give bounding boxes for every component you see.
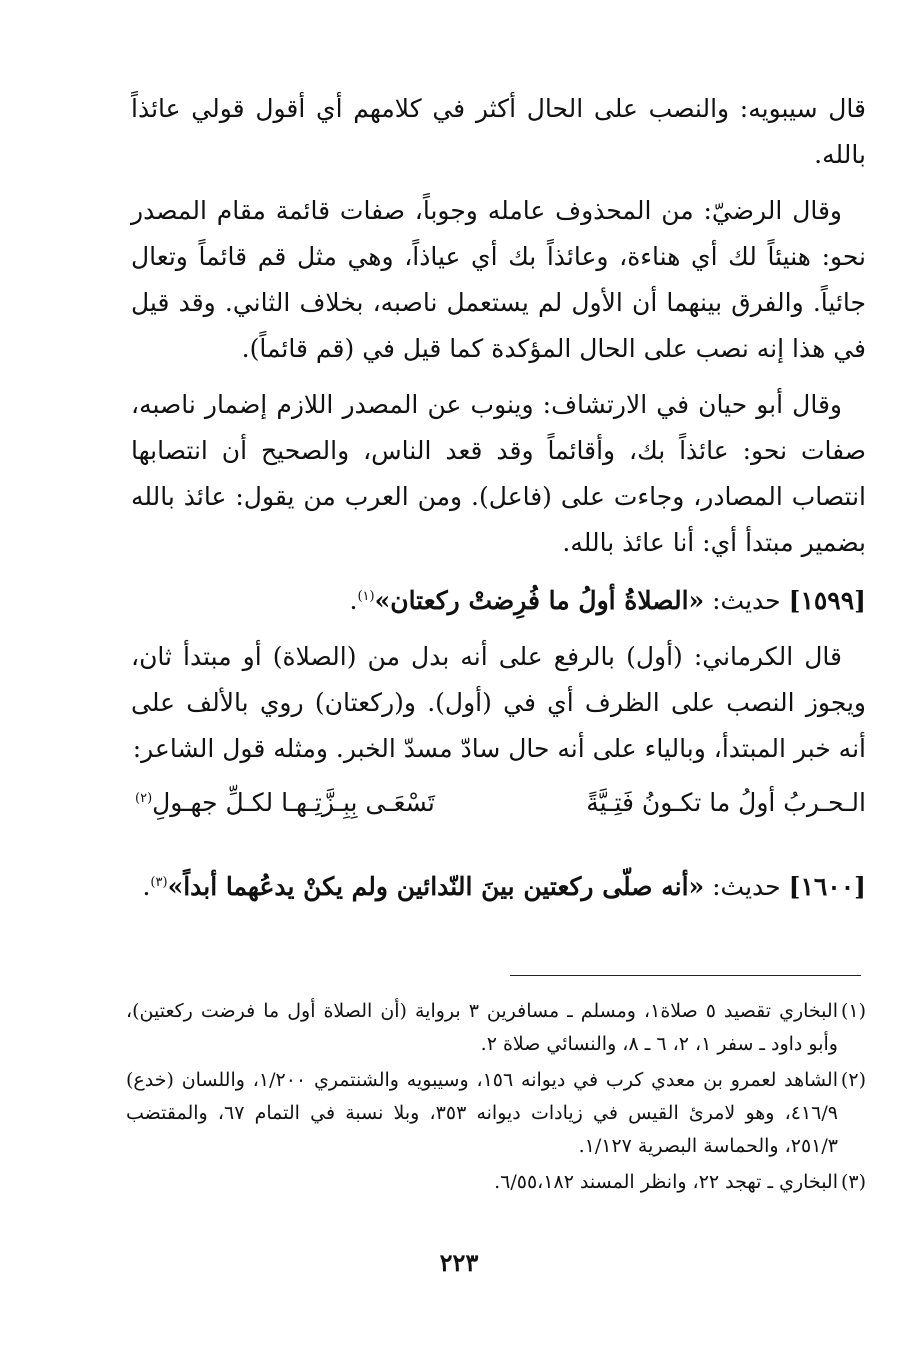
verse-second-hemistich: تَسْعَـى بِبِـزَّتِـهـا لكـلِّ جهـولِ (152, 788, 435, 817)
hadith-end: . (349, 586, 358, 615)
footnote-3 (126, 1166, 866, 1199)
poetry-verse (131, 780, 866, 826)
hadith-number: [١٦٠٠] (788, 872, 866, 901)
main-text (131, 86, 866, 910)
footnote-text: البخاري تقصيد ٥ صلاة١، ومسلم ـ مسافرين ٣ برواية (أن الصلاة أول ما فرضت ركعتين)، وأبو داود ـ سفر ١، ٢، ٦ ـ ٨، والنسائي صلاة ٢. (126, 1000, 838, 1055)
hadith-quote: «الصلاةُ أولُ ما فُرِضتْ ركعتان» (374, 586, 705, 615)
paragraph-sibawayh: قال سيبويه: والنصب على الحال أكثر في كلامهم أي أقول قولي عائذاً بالله. (131, 94, 866, 169)
page-number: ٢٢٣ (439, 1248, 479, 1277)
paragraph-kirmani: قال الكرماني: (أول) بالرفع على أنه بدل من (الصلاة) أو مبتدأ ثان، ويجوز النصب على الظرف أي في (أول). و(ركعتان) روي بالألف على أنه خبر المبتدأ، وبالياء على أنه حال سادّ مسدّ الخبر. ومثله قول الشاعر: (131, 642, 866, 763)
footnote-1 (126, 995, 866, 1061)
footnote-ref: (١) (357, 589, 375, 604)
hadith-1599 (131, 578, 866, 624)
hadith-number: [١٥٩٩] (788, 586, 866, 615)
hadith-end: . (142, 872, 151, 901)
footnote-number: (٢) (840, 1069, 866, 1091)
footnote-text: البخاري ـ تهجد ٢٢، وانظر المسند ٦/٥٥،١٨٢. (494, 1171, 838, 1193)
footnote-number: (٣) (840, 1171, 866, 1193)
hadith-label: حديث: (712, 586, 781, 615)
paragraph-radi: وقال الرضيّ: من المحذوف عامله وجوباً، صفات قائمة مقام المصدر نحو: هنيئاً لك أي هناءة، وعائذاً بك أي عياذاً، وهي مثل قم قائماً وتعال جائياً. والفرق بينهما أن الأول لم يستعمل ناصبه، بخلاف الثاني. وقد قيل في هذا إنه نصب على الحال المؤكدة كما قيل في (قم قائماً). (131, 196, 866, 363)
hadith-label: حديث: (712, 872, 781, 901)
footnotes (126, 995, 866, 1202)
paragraph-abu-hayyan: وقال أبو حيان في الارتشاف: وينوب عن المصدر اللازم إضمار ناصبه، صفات نحو: عائذاً بك، وأقائماً وقد قعد الناس، والصحيح أن انتصابها انتصاب المصادر، وجاءت على (فاعل). ومن العرب من يقول: عائذ بالله بضمير مبتدأ أي: أنا عائذ بالله. (131, 390, 866, 557)
footnote-number: (١) (840, 1000, 866, 1022)
hadith-quote: «أنه صلّى ركعتين بينَ النّدائين ولم يكنْ يدعُهما أبداً» (167, 872, 705, 901)
footnote-separator (510, 975, 861, 976)
verse-second-hemistich-wrap (135, 780, 435, 826)
footnote-ref: (٣) (150, 875, 168, 890)
footnote-ref: (٢) (135, 791, 153, 806)
hadith-1600 (131, 864, 866, 910)
footnote-2 (126, 1064, 866, 1163)
footnote-text: الشاهد لعمرو بن معدي كرب في ديوانه ١٥٦، وسيبويه والشنتمري ١/٢٠٠، واللسان (خدع) ٤١٦/٩، وهو لامرئ القيس في زيادات ديوانه ٣٥٣، وبلا نسبة في التمام ٦٧، والمقتضب ٢٥١/٣، والحماسة البصرية ١/١٢٧. (126, 1069, 838, 1157)
verse-first-hemistich: الـحـربُ أولُ ما تكـونُ فَتِـيَّةً (586, 788, 866, 817)
